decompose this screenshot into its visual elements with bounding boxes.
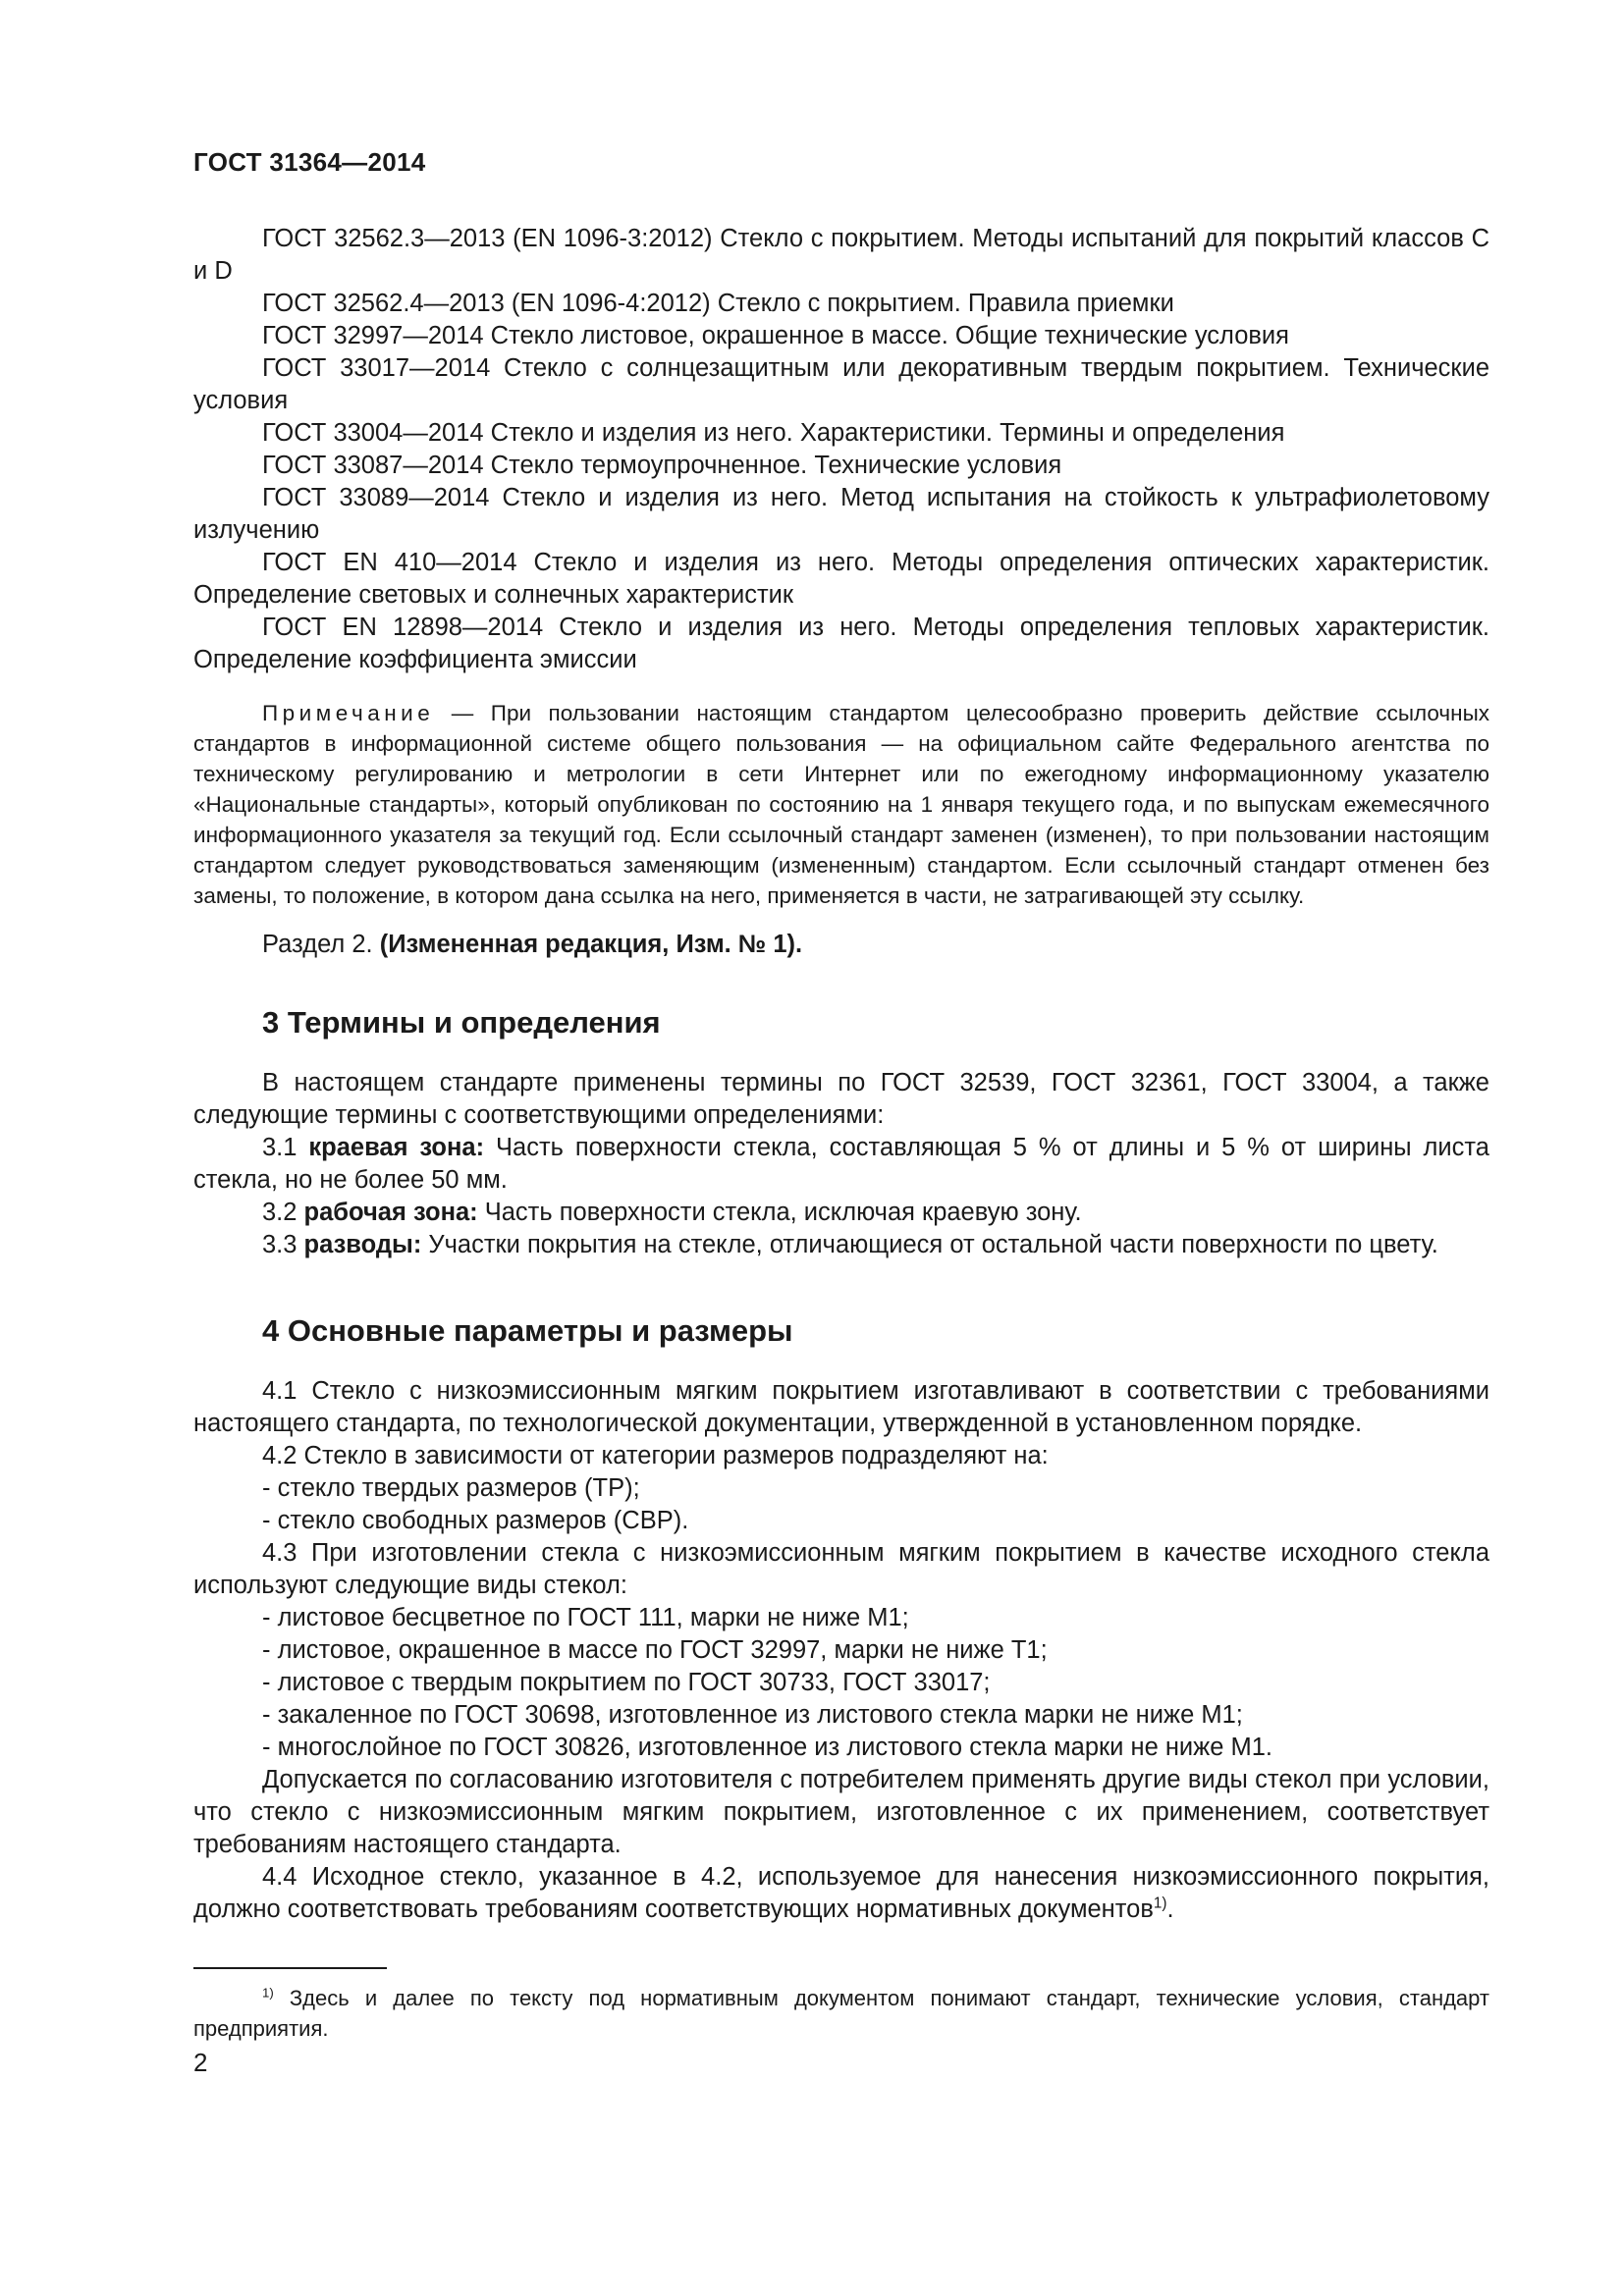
term-text: Часть поверхности стекла, составляющая 5 % от длины и 5 % от ширины листа стекла, но не более 50 мм. <box>193 1134 1489 1194</box>
reference-list <box>193 223 1489 676</box>
paragraph-4-3: 4.3 При изготовлении стекла с низкоэмиссионным мягким покрытием в качестве исходного стекла используют следующие виды стекол: <box>193 1539 1489 1599</box>
footnote-text <box>193 1983 1489 2044</box>
list-item: - стекло свободных размеров (СВР). <box>262 1507 689 1534</box>
footnote <box>193 1983 1489 2044</box>
paragraph-4-4 <box>193 1861 1489 1926</box>
list-item: - закаленное по ГОСТ 30698, изготовленное из листового стекла марки не ниже М1; <box>262 1701 1243 1729</box>
footnote-reference: 1) <box>1153 1895 1167 1912</box>
reference-item: ГОСТ 33004—2014 Стекло и изделия из него. Характеристики. Термины и определения <box>262 419 1285 447</box>
paragraph-4-4-end: . <box>1166 1896 1174 1923</box>
paragraph-4-1: 4.1 Стекло с низкоэмиссионным мягким покрытием изготавливают в соответствии с требованиями настоящего стандарта, по технологической документации, утвержденной в установленном порядке. <box>193 1377 1489 1437</box>
reference-item: ГОСТ 32997—2014 Стекло листовое, окрашенное в массе. Общие технические условия <box>262 322 1289 349</box>
section-3-intro: В настоящем стандарте применены термины по ГОСТ 32539, ГОСТ 32361, ГОСТ 33004, а также следующие термины с соответствующими определениями: <box>193 1069 1489 1129</box>
edit-note-prefix: Раздел 2. <box>262 931 380 958</box>
term-name: разводы: <box>303 1231 422 1258</box>
section-3-heading: 3 Термины и определения <box>262 1005 661 1040</box>
term-definition <box>193 1197 1489 1229</box>
paragraph-allowance: Допускается по согласованию изготовителя с потребителем применять другие виды стекол при условии, что стекло с низкоэмиссионным мягким покрытием, изготовленное с их применением, соответствует требованиям настоящего стандарта. <box>193 1766 1489 1858</box>
list-item: - многослойное по ГОСТ 30826, изготовленное из листового стекла марки не ниже М1. <box>262 1734 1272 1761</box>
list-item: - листовое с твердым покрытием по ГОСТ 30733, ГОСТ 33017; <box>262 1669 991 1696</box>
page-number: 2 <box>193 2048 208 2077</box>
footnote-marker: 1) <box>262 1985 274 2001</box>
list-item: - листовое бесцветное по ГОСТ 111, марки не ниже М1; <box>262 1604 909 1631</box>
note-text: — При пользовании настоящим стандартом целесообразно проверить действие ссылочных стандартов в информационной системе общего пользования — на официальном сайте Федерального агентства по техническому регулированию и метрологии в сети Интернет или по ежегодному информационному указателю «Национальные стандарты», который опубликован по состоянию на 1 января текущего года, и по выпускам ежемесячного информационного указателя за текущий год. Если ссылочный стандарт заменен (изменен), то при пользовании настоящим стандартом следует руководствоваться заменяющим (измененным) стандартом. Если ссылочный стандарт отменен без замены, то положение, в котором дана ссылка на него, применяется в части, не затрагивающей эту ссылку. <box>193 701 1489 908</box>
reference-item: ГОСТ 32562.4—2013 (EN 1096-4:2012) Стекло с покрытием. Правила приемки <box>262 290 1174 317</box>
list-item: - листовое, окрашенное в массе по ГОСТ 32997, марки не ниже Т1; <box>262 1636 1048 1664</box>
reference-item: ГОСТ 32562.3—2013 (EN 1096-3:2012) Стекло с покрытием. Методы испытаний для покрытий классов C и D <box>193 225 1489 285</box>
note-paragraph <box>193 698 1489 911</box>
body-text <box>193 223 1489 1926</box>
note-label: Примечание <box>262 701 435 725</box>
list-item: - стекло твердых размеров (ТР); <box>262 1474 640 1502</box>
edit-note-bold: (Измененная редакция, Изм. № 1). <box>379 931 803 958</box>
document-page <box>193 0 1489 2296</box>
paragraph-4-4-text: 4.4 Исходное стекло, указанное в 4.2, используемое для нанесения низкоэмиссионного покрытия, должно соответствовать требованиям соответствующих нормативных документов <box>193 1863 1489 1923</box>
edit-note <box>193 929 1489 961</box>
reference-item: ГОСТ 33017—2014 Стекло с солнцезащитным или декоративным твердым покрытием. Технические условия <box>193 354 1489 414</box>
section-4-heading: 4 Основные параметры и размеры <box>262 1313 793 1348</box>
document-header: ГОСТ 31364—2014 <box>193 147 426 177</box>
reference-item: ГОСТ EN 410—2014 Стекло и изделия из него. Методы определения оптических характеристик. Определение световых и солнечных характеристик <box>193 549 1489 609</box>
reference-item: ГОСТ EN 12898—2014 Стекло и изделия из него. Методы определения тепловых характеристик. Определение коэффициента эмиссии <box>193 614 1489 673</box>
term-definition <box>193 1229 1489 1261</box>
term-number: 3.1 <box>262 1134 309 1161</box>
reference-item: ГОСТ 33087—2014 Стекло термоупрочненное. Технические условия <box>262 452 1062 479</box>
term-name: рабочая зона: <box>303 1199 478 1226</box>
term-name: краевая зона: <box>308 1134 485 1161</box>
footnote-divider <box>193 1967 387 1969</box>
term-number: 3.3 <box>262 1231 304 1258</box>
term-number: 3.2 <box>262 1199 304 1226</box>
footnote-body: Здесь и далее по тексту под нормативным документом понимают стандарт, технические условия, стандарт предприятия. <box>193 1986 1489 2041</box>
paragraph-4-2: 4.2 Стекло в зависимости от категории размеров подразделяют на: <box>262 1442 1049 1469</box>
reference-item: ГОСТ 33089—2014 Стекло и изделия из него. Метод испытания на стойкость к ультрафиолетовому излучению <box>193 484 1489 544</box>
term-text: Часть поверхности стекла, исключая краевую зону. <box>477 1199 1082 1226</box>
term-definition <box>193 1132 1489 1197</box>
term-text: Участки покрытия на стекле, отличающиеся от остальной части поверхности по цвету. <box>421 1231 1438 1258</box>
